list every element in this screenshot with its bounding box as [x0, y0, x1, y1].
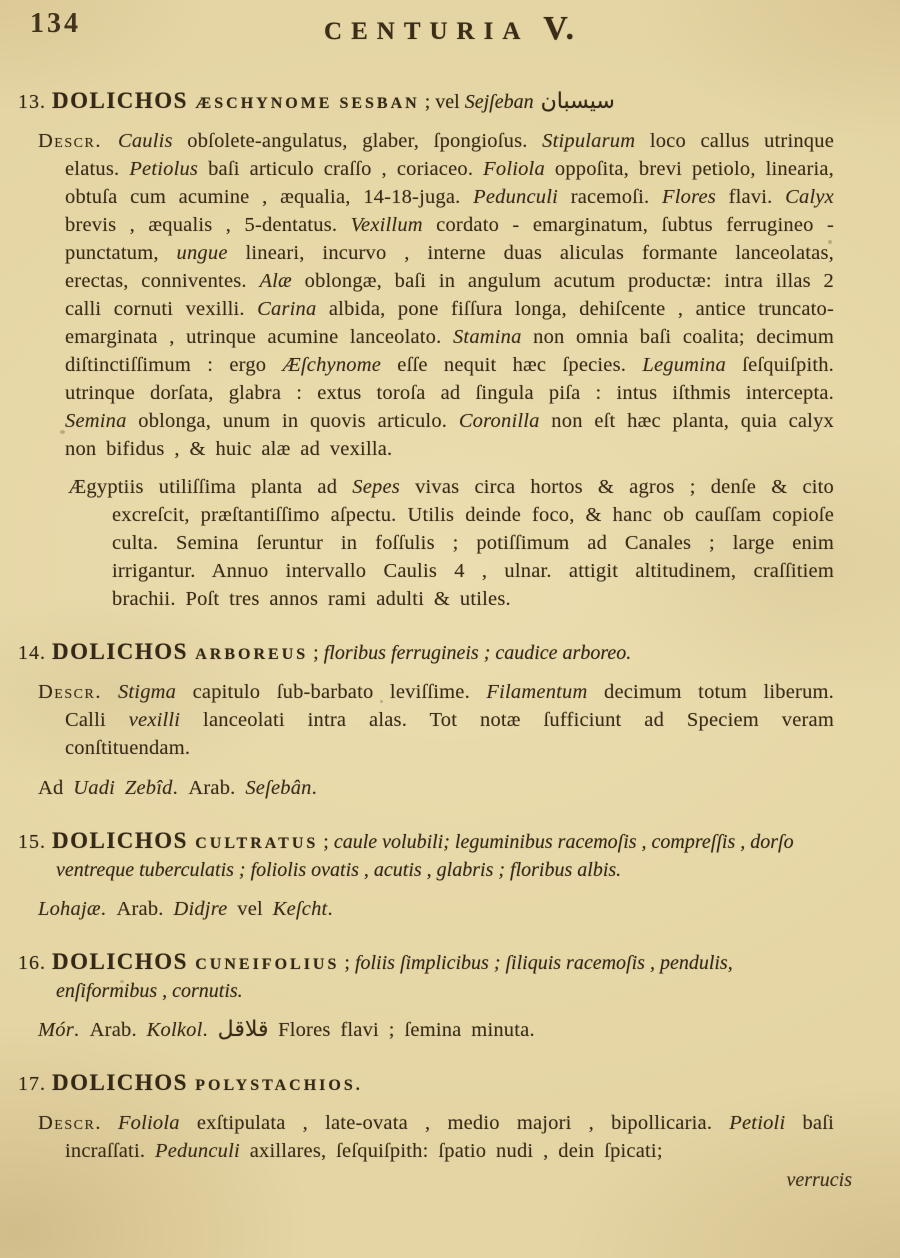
- body-text: lineari, incurvo , interne duas aliculas formante lanceolatas, erectas, conniventes.: [65, 242, 834, 292]
- genus-name: DOLICHOS: [52, 1070, 196, 1095]
- genus-name: DOLICHOS: [52, 88, 196, 113]
- latin-term-italic: Seſebân: [245, 777, 312, 799]
- latin-term-italic: Flores: [662, 186, 716, 208]
- entry-heading: [0, 1070, 860, 1099]
- locality-line: [38, 895, 834, 923]
- body-text: oblonga, unum in quovis articulo.: [126, 410, 459, 432]
- note-paragraph: [68, 473, 834, 613]
- body-text: baſi incraſſati.: [65, 1112, 834, 1162]
- description-paragraph: [38, 127, 835, 463]
- entry-number: 13.: [18, 91, 52, 113]
- species-entry: [0, 639, 860, 802]
- species-entry: [0, 949, 860, 1044]
- catchword: verrucis: [786, 1169, 852, 1191]
- body-text: .: [202, 1019, 218, 1041]
- entry-heading: [0, 639, 860, 668]
- body-text: Ad: [38, 777, 74, 799]
- body-text: . Arab.: [172, 777, 246, 799]
- body-text: albida, pone fiſſura longa, dehiſcente , antice truncato-emarginata , utrinque acumine lanceolato.: [65, 298, 834, 348]
- latin-term-italic: Petiolus: [129, 158, 199, 180]
- latin-term-italic: Alæ: [259, 270, 292, 292]
- entry-heading: [0, 828, 860, 883]
- latin-term-italic: Stipularum: [542, 130, 636, 152]
- latin-term-italic: Foliola: [483, 158, 545, 180]
- latin-term-italic: Didjre: [173, 898, 228, 920]
- latin-term-italic: Caulis: [117, 130, 173, 152]
- species-epithet: ARBOREUS: [195, 646, 309, 663]
- species-entry: [0, 88, 860, 613]
- body-text: .: [311, 777, 317, 799]
- genus-name: DOLICHOS: [52, 639, 196, 664]
- body-text: ſeſquiſpith. utrinque dorſata, glabra : extus toroſa ad ſingula piſa : intus iſthmis intercepta.: [65, 354, 835, 404]
- body-text: oppoſita, brevi petiolo, linearia, obtuſa cum acumine , æqualia, 14-18-juga.: [65, 158, 835, 208]
- body-text: vivas circa hortos & agros ; denſe & cito excreſcit, præſtantiſſimo aſpectu. Utilis deinde foco, & hanc ob cauſſam copioſe culta. Semina ſeruntur in foſſulis ; potiſſimum ad Canales ; large enim irrigantur. Annuo intervallo Caulis 4 , ulnar. attigit altitudinem, craſſitiem brachii. Poſt tres annos rami adulti & utiles.: [112, 476, 834, 610]
- genus-name: DOLICHOS: [52, 828, 196, 853]
- latin-term-italic: caule volubili; leguminibus racemoſis , compreſſis , dorſo ventreque tuberculatis ; foliolis ovatis , acutis , glabris ; floribus albis.: [56, 831, 794, 881]
- entry-heading: [0, 88, 860, 117]
- latin-term-italic: Foliola: [117, 1112, 180, 1134]
- latin-term-italic: Vexillum: [350, 214, 423, 236]
- species-entries: [0, 88, 900, 1165]
- body-text: decimum totum liberum. Calli: [65, 681, 834, 731]
- latin-term-italic: Kolkol: [146, 1019, 203, 1041]
- latin-term-italic: Pedunculi: [473, 186, 559, 208]
- description-paragraph: [38, 1109, 834, 1165]
- species-epithet: ÆSCHYNOME SESBAN: [195, 95, 420, 112]
- page-number: 134: [30, 8, 81, 39]
- locality-line: [38, 774, 834, 802]
- body-text: Ægyptiis utiliſſima planta ad: [68, 476, 353, 498]
- entry-number: 17.: [18, 1073, 52, 1095]
- body-text: axillares, ſeſquiſpith: ſpatio nudi , dein ſpicati;: [239, 1140, 663, 1162]
- latin-term-italic: Sejſeban: [464, 91, 534, 113]
- body-text: ;: [339, 952, 355, 974]
- body-text: . Arab.: [73, 1019, 147, 1041]
- body-text: non eſt hæc planta, quia calyx non bifidus , & huic alæ ad vexilla.: [65, 410, 834, 460]
- entry-number: 14.: [18, 642, 52, 664]
- latin-term-italic: Stigma: [117, 681, 177, 703]
- body-text: brevis , æqualis , 5-dentatus.: [65, 214, 351, 236]
- body-text: loco callus utrinque elatus.: [65, 130, 834, 180]
- latin-term-italic: Semina: [65, 410, 127, 432]
- page-header: [0, 0, 900, 62]
- latin-term-italic: Lohajæ: [38, 898, 101, 920]
- body-text: .: [327, 898, 333, 920]
- body-text: baſi articulo craſſo , coriaceo.: [198, 158, 484, 180]
- species-entry: [0, 1070, 860, 1165]
- latin-term-italic: Keſcht: [272, 898, 328, 920]
- latin-term-italic: Calyx: [785, 186, 834, 208]
- latin-term-italic: Stamina: [452, 326, 522, 348]
- latin-term-italic: Pedunculi: [155, 1140, 240, 1162]
- latin-term-italic: Coronilla: [458, 410, 540, 432]
- body-text: ; vel: [419, 91, 465, 113]
- latin-term-italic: Legumina: [642, 354, 726, 376]
- body-text: exſtipulata , late-ovata , medio majori , bipollicaria.: [179, 1112, 730, 1134]
- descr-label: Descr.: [38, 1112, 102, 1134]
- body-text: racemoſi.: [558, 186, 662, 208]
- body-text: lanceolati intra alas. Tot notæ ſufficiunt ad Speciem veram conſtituendam.: [65, 709, 834, 759]
- body-text: vel: [227, 898, 273, 920]
- running-title-text: CENTURIA: [324, 18, 529, 45]
- latin-term-italic: floribus ferrugineis ; caudice arboreo.: [323, 642, 632, 664]
- description-paragraph: [38, 678, 834, 762]
- descr-label: Descr.: [38, 681, 102, 703]
- body-text: Flores flavi ; ſemina minuta.: [268, 1019, 535, 1041]
- body-text: capitulo ſub-barbato leviſſime.: [176, 681, 487, 703]
- arabic-text: سيسبان: [533, 89, 615, 114]
- species-epithet: CULTRATUS: [195, 835, 319, 852]
- species-entry: [0, 828, 860, 923]
- latin-term-italic: vexilli: [128, 709, 181, 731]
- species-epithet: CUNEIFOLIUS: [195, 956, 340, 973]
- entry-heading: [0, 949, 860, 1004]
- body-text: flavi.: [715, 186, 786, 208]
- descr-label: Descr.: [38, 130, 102, 152]
- latin-term-italic: Petioli: [729, 1112, 786, 1134]
- genus-name: DOLICHOS: [52, 949, 196, 974]
- latin-term-italic: Carina: [257, 298, 317, 320]
- latin-term-italic: Uadi Zebîd: [73, 777, 173, 799]
- latin-term-italic: ungue: [176, 242, 228, 264]
- entry-number: 16.: [18, 952, 52, 974]
- running-title-volume: V.: [543, 10, 576, 47]
- body-text: cordato - emarginatum, ſubtus ferrugineo - punctatum,: [65, 214, 834, 264]
- latin-term-italic: Filamentum: [486, 681, 588, 703]
- latin-term-italic: Æſchynome: [282, 354, 382, 376]
- body-text: eſſe nequit hæc ſpecies.: [381, 354, 643, 376]
- body-text: oblongæ, baſi in angulum acutum productæ: intra illas 2 calli cornuti vexilli.: [65, 270, 834, 320]
- arabic-text: قلاقل: [217, 1017, 269, 1042]
- locality-line: [38, 1016, 834, 1044]
- body-text: ;: [318, 831, 334, 853]
- body-text: obſolete-angulatus, glaber, ſpongioſus.: [172, 130, 543, 152]
- entry-number: 15.: [18, 831, 52, 853]
- body-text: non omnia baſi coalita; decimum diſtinctiſſimum : ergo: [65, 326, 834, 376]
- body-text: ;: [308, 642, 324, 664]
- latin-term-italic: Mór: [38, 1019, 74, 1041]
- latin-term-italic: Sepes: [352, 476, 400, 498]
- running-title: [0, 10, 900, 48]
- latin-term-italic: foliis ſimplicibus ; ſiliquis racemoſis , pendulis, enſiformibus , cornutis.: [56, 952, 733, 1002]
- species-epithet: POLYSTACHIOS.: [195, 1077, 363, 1094]
- body-text: . Arab.: [100, 898, 174, 920]
